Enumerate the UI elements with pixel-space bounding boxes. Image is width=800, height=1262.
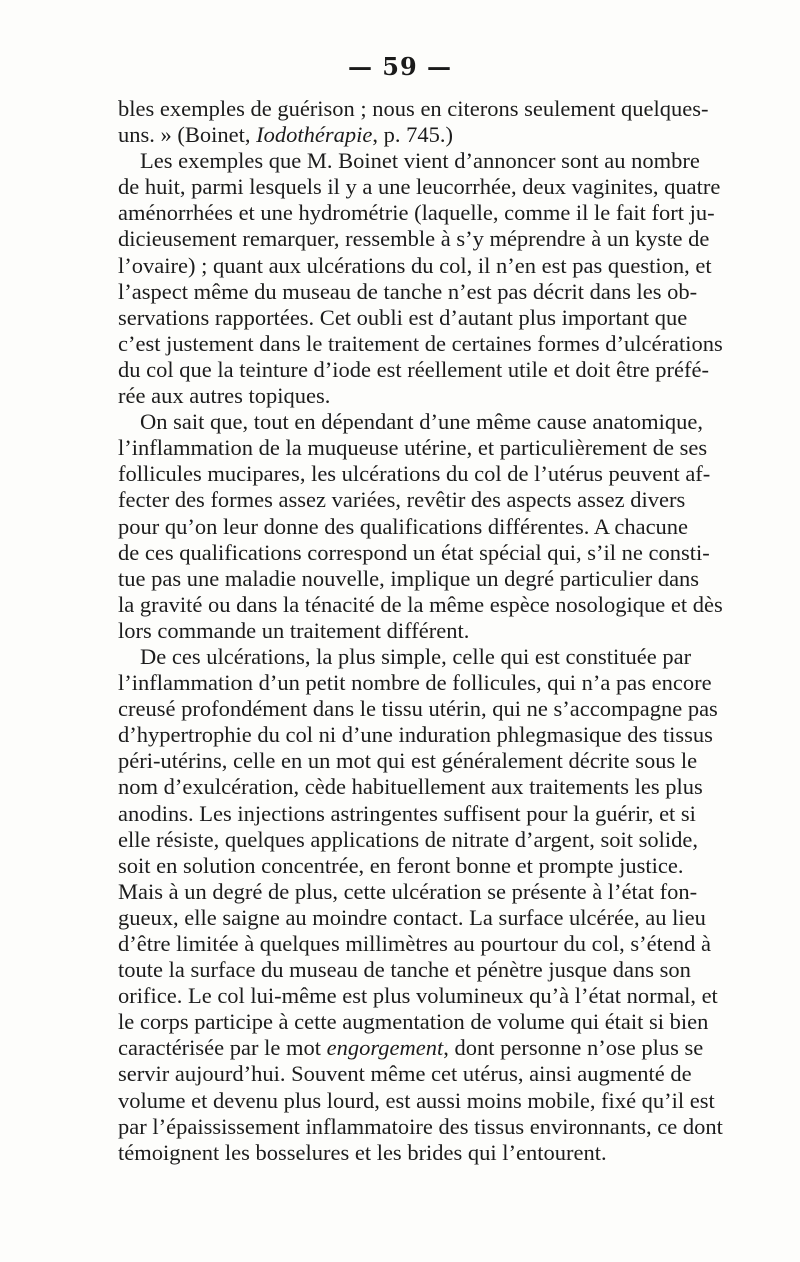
text-run: toute la surface du museau de tanche et pénètre jusque dans son (118, 957, 691, 983)
text-line (118, 1113, 723, 1140)
text-line (118, 435, 708, 461)
text-line (118, 96, 709, 122)
paragraph (118, 96, 709, 148)
text-run: l’ovaire) ; quant aux ulcérations du col, il n’en est pas question, et (118, 252, 712, 278)
text-run: Les exemples que M. Boinet vient d’annoncer sont au nombre (140, 148, 700, 174)
body-text (118, 96, 723, 1166)
text-line (118, 983, 718, 1009)
text-line (118, 148, 700, 174)
text-line (118, 200, 715, 226)
text-run: gueux, elle saigne au moindre contact. La surface ulcérée, au lieu (118, 904, 706, 930)
text-run: du col que la teinture d’iode est réellement utile et doit être préfé- (118, 356, 709, 382)
text-run: fecter des formes assez variées, revêtir des aspects assez divers (118, 487, 686, 513)
text-line (118, 1140, 683, 1166)
text-run: d’être limitée à quelques millimètres au pourtour du col, s’étend à (118, 931, 711, 956)
text-line (118, 774, 703, 800)
text-run: servations rapportées. Cet oubli est d’autant plus important que (118, 304, 688, 330)
italic-text: engorgement (326, 1035, 444, 1061)
text-line (118, 1035, 704, 1061)
text-run: Mais à un degré de plus, cette ulcération se présente à l’état fon- (118, 878, 698, 904)
text-run: nom d’exulcération, cède habituellement aux traitements les plus (118, 774, 703, 800)
text-run: , dont personne n’ose plus se (443, 1035, 704, 1061)
text-run: rée aux autres topiques. (118, 383, 331, 409)
text-line (118, 853, 683, 879)
text-line (118, 409, 703, 435)
text-run: tue pas une maladie nouvelle, implique un degré particulier dans (118, 565, 700, 591)
text-line (118, 800, 696, 827)
text-line (118, 670, 712, 696)
text-line (118, 226, 710, 252)
text-run: aménorrhées et une hydrométrie (laquelle, comme il le fait fort ju- (118, 200, 715, 226)
text-run: caractérisée par le mot (118, 1035, 327, 1061)
text-run: follicules mucipares, les ulcérations du col de l’utérus peuvent af- (118, 461, 711, 487)
text-run: volume et devenu plus lourd, est aussi moins mobile, fixé qu’il est (118, 1087, 715, 1113)
text-run: témoignent les bosselures et les brides qui l’entourent. (118, 1139, 607, 1165)
text-run: l’aspect même du museau de tanche n’est pas décrit dans les ob- (118, 278, 698, 304)
text-line (118, 643, 692, 670)
text-run: le corps participe à cette augmentation de volume qui était si bien (118, 1009, 709, 1035)
text-line (118, 826, 699, 853)
text-run: lors commande un traitement différent. (118, 617, 470, 643)
text-run: On sait que, tout en dépendant d’une même cause anatomique, (140, 409, 703, 435)
text-run: servir aujourd’hui. Souvent même cet utérus, ainsi augmenté de (118, 1061, 692, 1087)
text-run: anodins. Les injections astringentes suffisent pour la guérir, et si (118, 800, 696, 826)
text-line (118, 304, 688, 331)
text-line (118, 591, 723, 618)
paragraph (118, 409, 723, 644)
page-number-header: — 59 — (347, 52, 453, 81)
text-run: bles exemples de guérison ; nous en citerons seulement quelques- (118, 96, 709, 121)
text-line (118, 122, 683, 148)
text-run: orifice. Le col lui-même est plus volumineux qu’à l’état normal, et (118, 983, 718, 1009)
text-line (118, 252, 712, 279)
text-run: , p. 745.) (372, 122, 453, 148)
text-line (118, 278, 698, 305)
text-line (118, 539, 710, 566)
text-run: de huit, parmi lesquels il y a une leucorrhée, deux vaginites, quatre (118, 174, 721, 200)
text-run: c’est justement dans le traitement de certaines formes d’ulcérations (118, 330, 723, 356)
text-line (118, 356, 709, 383)
text-line (118, 722, 713, 748)
text-line (118, 330, 723, 357)
text-run: par l’épaississement inflammatoire des tissus environnants, ce dont (118, 1113, 723, 1139)
text-run: l’inflammation d’un petit nombre de follicules, qui n’a pas encore (118, 670, 712, 696)
text-line (118, 1061, 692, 1087)
text-run: l’inflammation de la muqueuse utérine, et particulièrement de ses (118, 435, 708, 461)
text-run: soit en solution concentrée, en feront bonne et prompte justice. (118, 852, 684, 878)
italic-text: Iodothérapie (256, 122, 373, 148)
text-line (118, 487, 686, 513)
text-run: creusé profondément dans le tissu utérin, qui ne s’accompagne pas (118, 696, 718, 722)
text-line (118, 383, 683, 409)
text-line (118, 565, 700, 592)
text-run: la gravité ou dans la ténacité de la même espèce nosologique et dès (118, 591, 723, 617)
text-run: de ces qualifications correspond un état spécial qui, s’il ne consti- (118, 539, 710, 565)
text-line (118, 1087, 715, 1114)
text-run: uns. » (Boinet, (118, 122, 257, 148)
text-line (118, 1009, 709, 1035)
text-run: d’hypertrophie du col ni d’une induration phlegmasique des tissus (118, 722, 713, 748)
text-line (118, 904, 706, 931)
text-run: De ces ulcérations, la plus simple, celle qui est constituée par (140, 643, 692, 669)
text-run: dicieusement remarquer, ressemble à s’y méprendre à un kyste de (118, 226, 710, 252)
text-run: péri-utérins, celle en un mot qui est généralement décrite sous le (118, 748, 698, 774)
text-line (118, 878, 698, 905)
text-line (118, 931, 711, 957)
paragraph (118, 643, 723, 1166)
text-line (118, 513, 689, 540)
text-run: elle résiste, quelques applications de nitrate d’argent, soit solide, (118, 826, 699, 852)
text-line (118, 461, 711, 487)
paragraph (118, 148, 723, 409)
text-line (118, 618, 683, 644)
text-line (118, 696, 718, 722)
text-line (118, 174, 721, 200)
text-run: pour qu’on leur donne des qualifications différentes. A chacune (118, 513, 689, 539)
text-line (118, 748, 698, 774)
text-line (118, 957, 691, 983)
